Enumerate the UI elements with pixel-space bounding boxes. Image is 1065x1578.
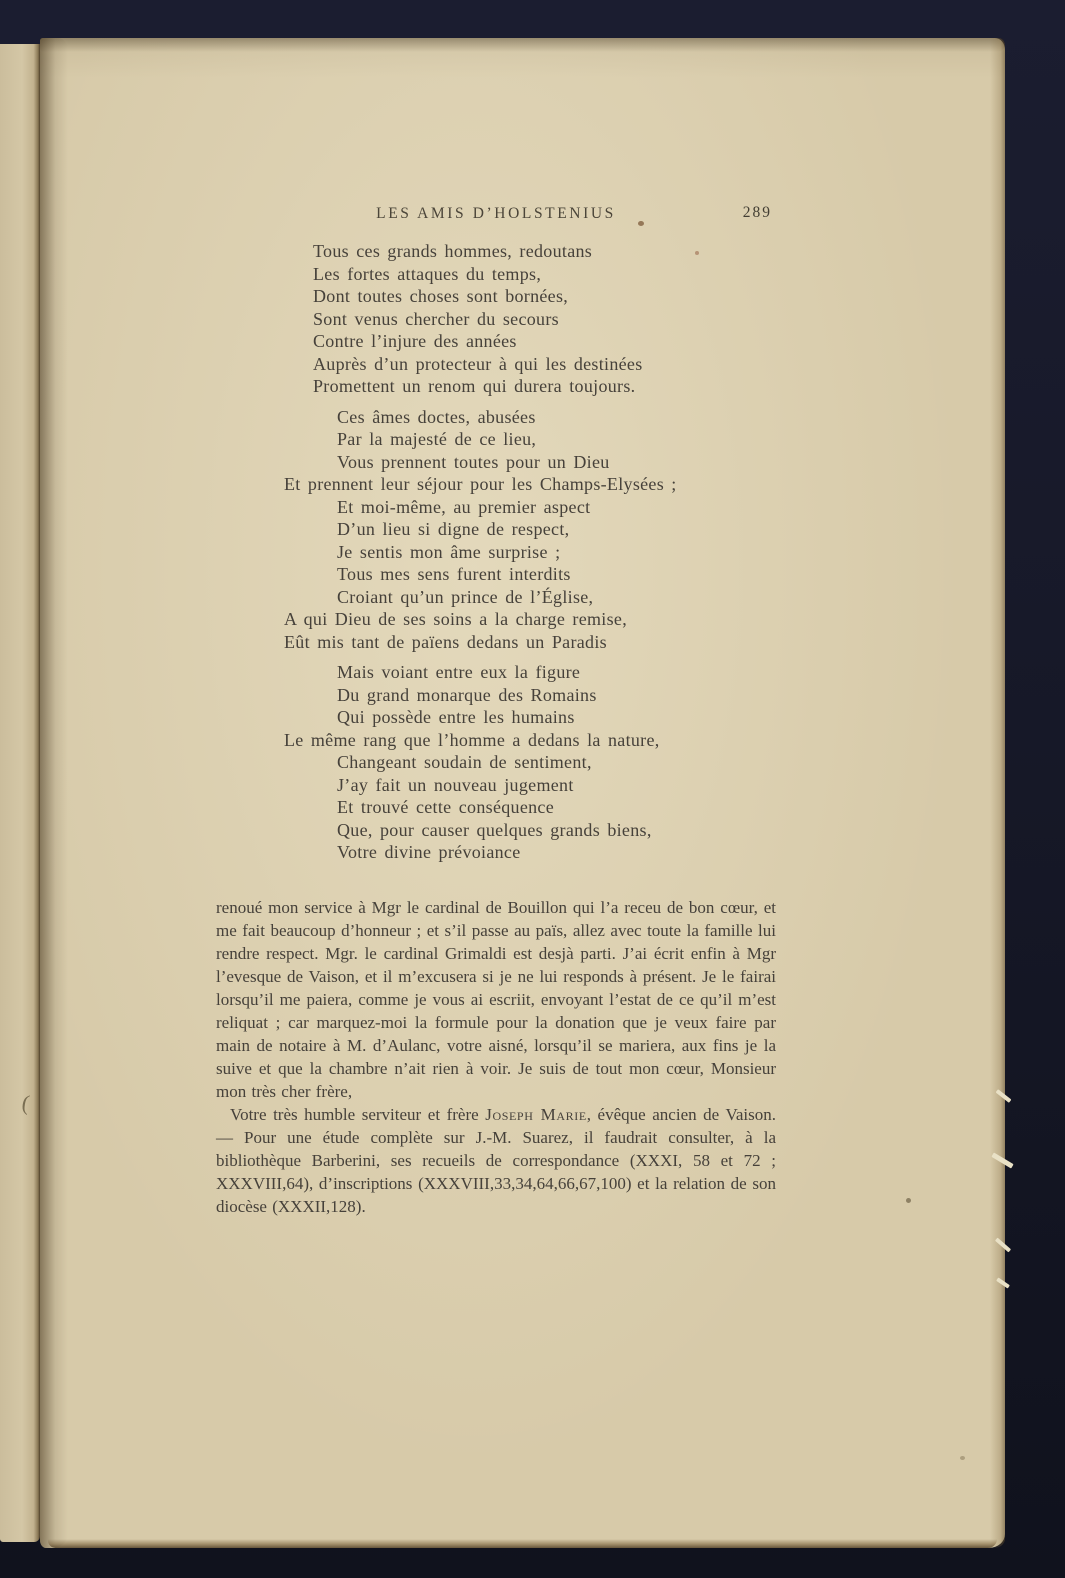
poem-line: Du grand monarque des Romains xyxy=(337,684,597,705)
poem-stanza xyxy=(284,406,884,654)
poem-line: Par la majesté de ce lieu, xyxy=(337,429,537,449)
poem-line: A qui Dieu de ses soins a la charge remise, xyxy=(284,609,627,629)
book-page xyxy=(40,38,1005,1548)
poem-line: Tous mes sens furent interdits xyxy=(337,564,571,584)
poem-line: Contre l’injure des années xyxy=(313,331,517,351)
letter-text xyxy=(216,896,776,1218)
poem-line: Ces âmes doctes, abusées xyxy=(337,406,536,427)
signature-suffix: , évêque ancien de Vaison. — Pour une étude complète sur J.-M. Suarez, il faudrait consulter, à la bibliothèque Barberini, ses recueils de correspondance (XXXI, 58 et 72 ; XXXVIII,64), d’inscriptions (XXXVIII,33,34,64,66,67,100) et la relation de son diocèse (XXXII,128). xyxy=(216,1105,777,1216)
poem-line: Dont toutes choses sont bornées, xyxy=(313,286,569,306)
running-header xyxy=(216,205,776,223)
page-number: 289 xyxy=(742,204,772,221)
paper-speck xyxy=(906,1198,911,1203)
poem-line: Je sentis mon âme surprise ; xyxy=(337,541,561,562)
signature-name: Joseph Marie xyxy=(485,1105,587,1124)
poem-line: Et moi-même, au premier aspect xyxy=(337,496,591,517)
poem-line: Tous ces grands hommes, redoutans xyxy=(313,241,593,261)
poem-line: Qui possède entre les humains xyxy=(337,707,575,727)
poem-line: D’un lieu si digne de respect, xyxy=(337,519,570,539)
poem-line: J’ay fait un nouveau jugement xyxy=(337,774,574,795)
page-bottom-edge xyxy=(48,1539,997,1548)
paper-speck xyxy=(960,1456,965,1460)
gutter-crease-shadow xyxy=(40,38,68,1548)
poem-line: Les fortes attaques du temps, xyxy=(313,263,542,284)
poem-line: Promettent un renom qui durera toujours. xyxy=(313,376,636,396)
signature-prefix: Votre très humble serviteur et frère xyxy=(230,1105,486,1124)
margin-mark: ( xyxy=(20,1089,32,1116)
letter-paragraph: renoué mon service à Mgr le cardinal de Bouillon qui l’a receu de bon cœur, et me fait beaucoup d’honneur ; et s’il passe au païs, allez avec toute la famille lui rendre respect. Mgr. le cardinal Grimaldi est desjà parti. J’ai écrit enfin à Mgr l’evesque de Vaison, et il m’excusera si je ne lui responds à présent. Je le fairai lorsqu’il me paiera, comme je vous ai escriit, envoyant l’estat de ce qu’il m’est reliquat ; car marquez-moi la formule pour la donation que je veux faire par main de notaire à M. d’Aulanc, votre aisné, lorsqu’il se mariera, aux fins je la suive et que la chambre n’ait rien à voir. Je suis de tout mon cœur, Monsieur mon très cher frère, xyxy=(216,898,776,1101)
page-top-edge-shadow xyxy=(40,38,1005,52)
letter-signature-paragraph xyxy=(216,1103,776,1218)
page-right-edge-shadow xyxy=(990,38,1005,1548)
poem-line: Sont venus chercher du secours xyxy=(313,308,559,329)
running-header-title: LES AMIS D’HOLSTENIUS xyxy=(376,205,616,222)
poem-line: Eût mis tant de païens dedans un Paradis xyxy=(284,631,607,652)
poem-line: Le même rang que l’homme a dedans la nature, xyxy=(284,729,660,750)
poem-line: Changeant soudain de sentiment, xyxy=(337,752,592,772)
poem xyxy=(284,240,884,872)
poem-stanza xyxy=(284,661,884,864)
poem-line: Mais voiant entre eux la figure xyxy=(337,662,581,682)
poem-line: Et prennent leur séjour pour les Champs-Elysées ; xyxy=(284,474,677,494)
poem-line: Que, pour causer quelques grands biens, xyxy=(337,819,652,840)
poem-line: Et trouvé cette conséquence xyxy=(337,797,555,817)
poem-stanza xyxy=(284,240,884,398)
poem-line: Auprès d’un protecteur à qui les destinées xyxy=(313,353,643,374)
poem-line: Votre divine prévoiance xyxy=(337,842,521,862)
left-page-edge xyxy=(0,44,40,1542)
poem-line: Vous prennent toutes pour un Dieu xyxy=(337,451,610,472)
poem-line: Croiant qu’un prince de l’Église, xyxy=(337,586,594,607)
